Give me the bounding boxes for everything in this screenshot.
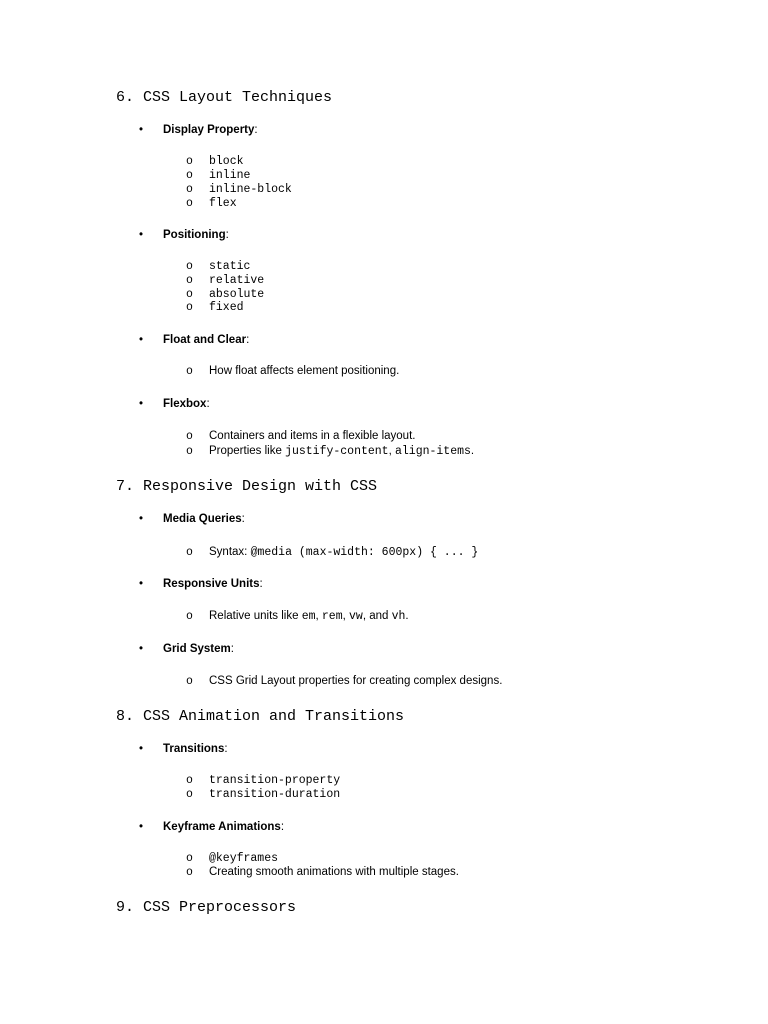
list-item: o Containers and items in a flexible layout.: [186, 430, 416, 443]
list-item: o relative: [186, 274, 265, 287]
list-item: o Creating smooth animations with multiple stages.: [186, 866, 459, 879]
bullet-display-property: • Display Property:: [139, 124, 258, 136]
bullet-media-queries: • Media Queries:: [139, 513, 245, 525]
bullet-icon: •: [139, 334, 144, 346]
section-heading-8: 8. CSS Animation and Transitions: [116, 708, 405, 725]
section-heading-9: 9. CSS Preprocessors: [116, 899, 297, 916]
list-item: o fixed: [186, 301, 244, 314]
bullet-flexbox: • Flexbox:: [139, 398, 210, 410]
bullet-icon: •: [139, 821, 144, 833]
bullet-keyframe-animations: • Keyframe Animations:: [139, 821, 285, 833]
bullet-icon: •: [139, 743, 144, 755]
list-item: o How float affects element positioning.: [186, 365, 400, 378]
list-item: o Syntax: @media (max-width: 600px) { ... }: [186, 546, 479, 559]
list-item: o Properties like justify-content, align-items.: [186, 445, 475, 458]
bullet-responsive-units: • Responsive Units:: [139, 578, 263, 590]
section-heading-7: 7. Responsive Design with CSS: [116, 478, 378, 495]
list-item: o block: [186, 155, 244, 168]
bullet-icon: •: [139, 643, 144, 655]
list-item: o static: [186, 260, 251, 273]
list-item: o flex: [186, 197, 237, 210]
list-item: o Relative units like em, rem, vw, and vh.: [186, 610, 409, 623]
list-item: o CSS Grid Layout properties for creating complex designs.: [186, 675, 503, 688]
bullet-icon: •: [139, 398, 144, 410]
list-item: o absolute: [186, 288, 265, 301]
list-item: o inline-block: [186, 183, 292, 196]
bullet-icon: •: [139, 229, 144, 241]
bullet-icon: •: [139, 124, 144, 136]
list-item: o @keyframes: [186, 852, 279, 865]
bullet-icon: •: [139, 513, 144, 525]
section-heading-6: 6. CSS Layout Techniques: [116, 89, 333, 106]
bullet-float-and-clear: • Float and Clear:: [139, 334, 250, 346]
list-item: o transition-property: [186, 774, 341, 787]
bullet-grid-system: • Grid System:: [139, 643, 234, 655]
list-item: o transition-duration: [186, 788, 341, 801]
list-item: o inline: [186, 169, 251, 182]
bullet-icon: •: [139, 578, 144, 590]
bullet-positioning: • Positioning:: [139, 229, 229, 241]
bullet-transitions: • Transitions:: [139, 743, 228, 755]
